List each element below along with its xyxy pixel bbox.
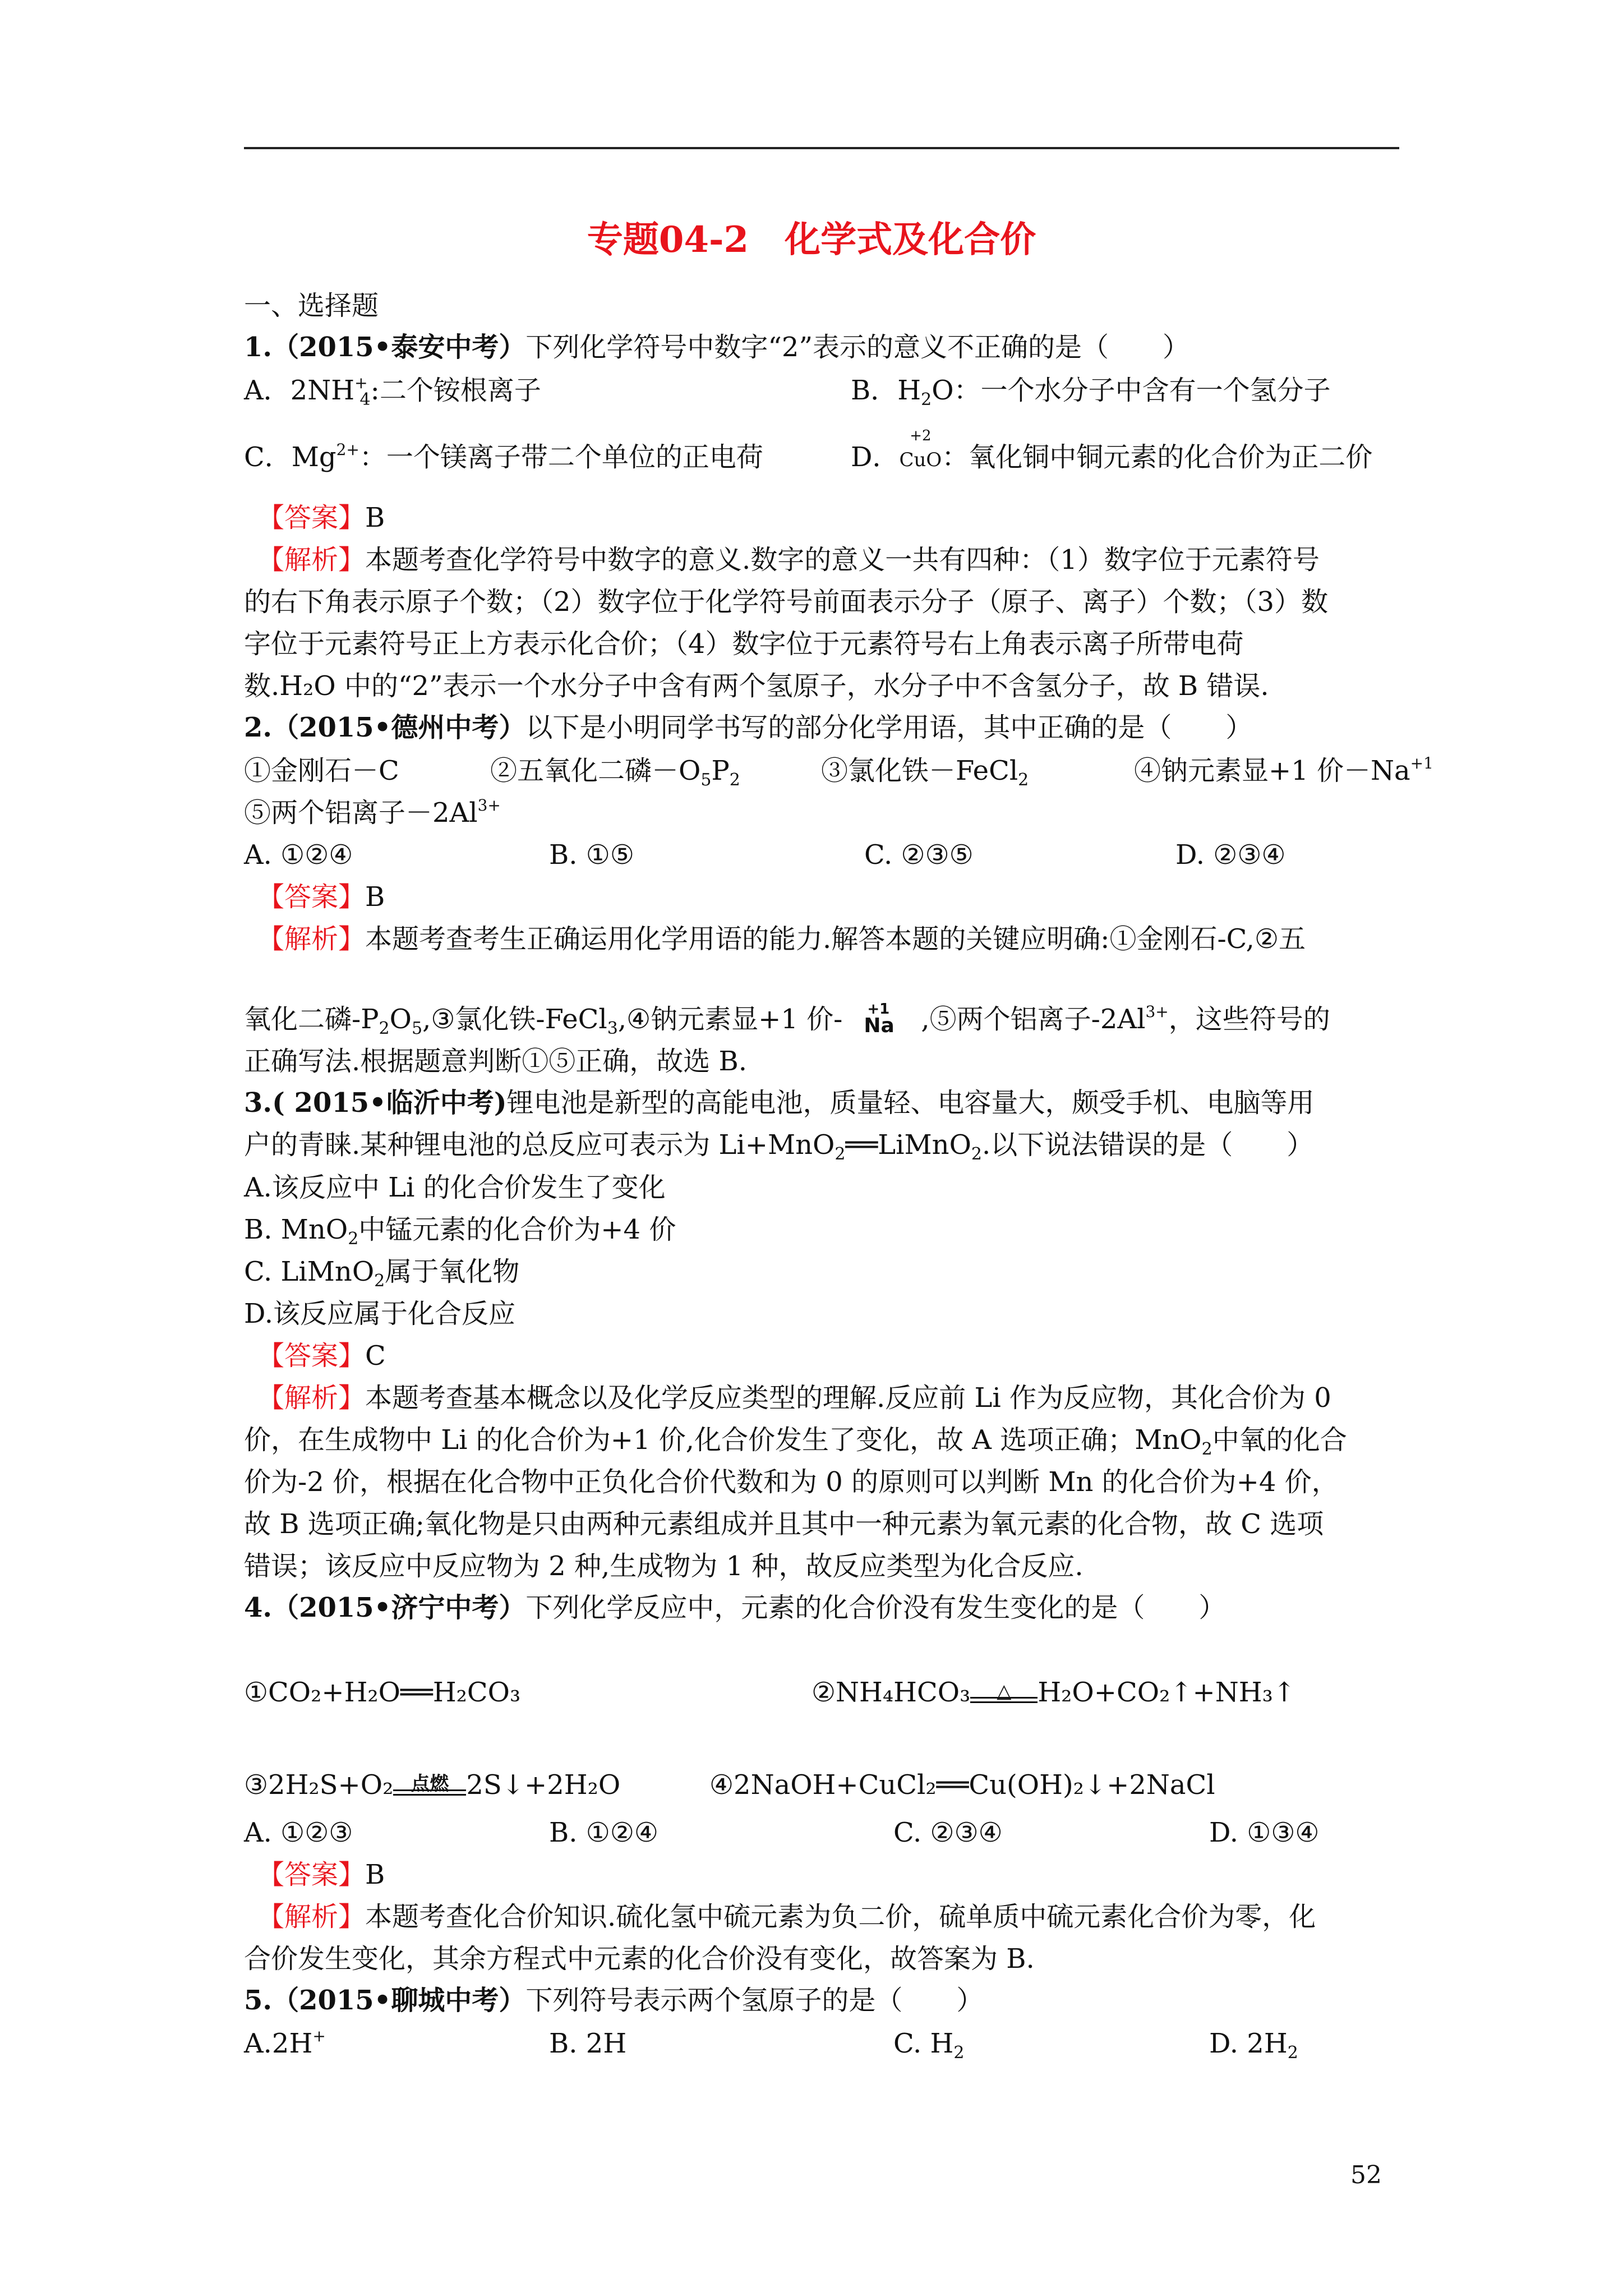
q1-analysis-line-4: 数.H₂O 中的“2”表示一个水分子中含有两个氢原子，水分子中不含氢分子，故 B 错误.	[244, 670, 1269, 702]
q3-analysis-line-5: 错误；该反应中反应物为 2 种,生成物为 1 种，故反应类型为化合反应.	[244, 1550, 1083, 1582]
page-title: 专题04-2 化学式及化合价	[587, 219, 1036, 261]
q2-item-3: ③氯化铁－FeCl$_2$	[821, 755, 1029, 790]
q2-item-4: ④钠元素显+1 价$-Na^{+1}$	[1134, 754, 1433, 786]
q2-answer: 【答案】B	[257, 881, 385, 913]
q2-analysis-line-2: 氧化二磷$-P_2O_5,③$氯化铁-FeCl$_3$,④钠元素显+1 价- +1 Na ,⑤两个铝离子$-2Al^{3+}$，这些符号的	[244, 1000, 1330, 1038]
q5-stem: 5.（2015•聊城中考）下列符号表示两个氢原子的是（ ）	[244, 1985, 984, 2016]
q2-option-a: A. ①②④	[244, 839, 353, 871]
q3-analysis-line-1: 【解析】本题考查基本概念以及化学反应类型的理解.反应前 Li 作为反应物，其化合价为 0	[257, 1382, 1331, 1414]
q3-stem-line-1: 3.( 2015•临沂中考)锂电池是新型的高能电池，质量轻、电容量大，颇受手机、电脑等用	[244, 1087, 1315, 1119]
q5-option-b: B. 2H	[549, 2028, 627, 2059]
q3-analysis-line-3: 价为-2 价，根据在化合物中正负化合价代数和为 0 的原则可以判断 Mn 的化合价为+4 价，	[244, 1466, 1339, 1498]
q4-reaction-3: ③2H₂S+O₂ 点燃 2S↓+2H₂O	[244, 1769, 621, 1801]
q2-analysis-line-1: 【解析】本题考查考生正确运用化学用语的能力.解答本题的关键应明确:①金刚石-C,②五	[257, 923, 1306, 955]
q4-option-a: A. ①②③	[244, 1817, 353, 1848]
header-rule	[244, 147, 1399, 149]
q2-item-2: ②五氧化二磷$-O_5P_2$	[490, 755, 740, 790]
q2-analysis-line-3: 正确写法.根据题意判断①⑤正确，故选 B.	[244, 1046, 748, 1077]
q2-option-c: C. ②③⑤	[864, 839, 974, 871]
q3-answer: 【答案】C	[257, 1340, 386, 1372]
q1-stem: 1.（2015•泰安中考）下列化学符号中数字“2”表示的意义不正确的是（ ）	[244, 332, 1190, 363]
q1-option-a: A．$2NH^+_4$:二个铵根离子	[244, 374, 541, 409]
q5-option-d: D. $2H_2$	[1209, 2028, 1298, 2063]
q5-option-c: C. $H_2$	[893, 2028, 965, 2063]
page-number: 52	[1350, 2161, 1382, 2189]
q4-option-d: D. ①③④	[1209, 1817, 1320, 1848]
q2-item-1: ①金刚石－C	[244, 755, 399, 786]
q4-option-c: C. ②③④	[893, 1817, 1003, 1848]
q5-option-a: A.2H+	[244, 2027, 326, 2059]
q3-option-b: B. MnO$_2$中锰元素的化合价为+4 价	[244, 1214, 676, 1249]
q1-analysis-line-2: 的右下角表示原子个数；（2）数字位于化学符号前面表示分子（原子、离子）个数；（3）数	[244, 586, 1329, 618]
q4-analysis-line-2: 合价发生变化，其余方程式中元素的化合价没有变化，故答案为 B.	[244, 1943, 1035, 1975]
q4-reaction-2: ②NH₄HCO₃ △ H₂O+CO₂↑+NH₃↑	[811, 1677, 1296, 1708]
q3-option-d: D.该反应属于化合反应	[244, 1298, 516, 1329]
q2-item-5: ⑤两个铝离子$-2Al^{3+}$	[244, 796, 501, 829]
q3-option-a: A.该反应中 Li 的化合价发生了变化	[244, 1172, 666, 1203]
q4-reaction-1: ①CO₂+H₂O══H₂CO₃	[244, 1677, 521, 1708]
q4-stem: 4.（2015•济宁中考）下列化学反应中，元素的化合价没有发生变化的是（ ）	[244, 1592, 1226, 1623]
q3-analysis-line-4: 故 B 选项正确;氧化物是只由两种元素组成并且其中一种元素为氧元素的化合物，故 C 选项	[244, 1508, 1324, 1540]
q1-option-b: B．$H_2O$：一个水分子中含有一个氢分子	[851, 375, 1331, 409]
q1-answer: 【答案】B	[257, 502, 385, 533]
q4-analysis-line-1: 【解析】本题考查化合价知识.硫化氢中硫元素为负二价，硫单质中硫元素化合价为零，化	[257, 1901, 1316, 1932]
q1-analysis-line-1: 【解析】本题考查化学符号中数字的意义.数字的意义一共有四种：（1）数字位于元素符号	[257, 544, 1320, 576]
q3-stem-line-2: 户的青睐.某种锂电池的总反应可表示为 Li+MnO$_2$══LiMnO$_2$.以下说法错误的是（ ）	[244, 1129, 1314, 1164]
q2-stem: 2.（2015•德州中考）以下是小明同学书写的部分化学用语，其中正确的是（ ）	[244, 712, 1253, 743]
sodium-valence-image: +1 Na	[864, 1000, 895, 1037]
q2-option-d: D. ②③④	[1175, 839, 1286, 871]
q4-answer: 【答案】B	[257, 1859, 385, 1890]
q3-option-c: C. LiMnO$_2$属于氧化物	[244, 1256, 520, 1291]
q4-reaction-4: ④2NaOH+CuCl₂══Cu(OH)₂↓+2NaCl	[709, 1769, 1215, 1801]
q2-option-b: B. ①⑤	[549, 839, 634, 871]
q1-option-d: D． +2 CuO：氧化铜中铜元素的化合价为正二价	[851, 427, 1373, 473]
q4-option-b: B. ①②④	[549, 1817, 658, 1848]
q3-analysis-line-2: 价，在生成物中 Li 的化合价为+1 价,化合价发生了变化，故 A 选项正确；MnO$_2$中氧的化合	[244, 1424, 1347, 1459]
section-heading: 一、选择题	[244, 290, 379, 321]
q1-option-c: C．$Mg^{2+}$：一个镁离子带二个单位的正电荷	[244, 440, 763, 473]
q1-analysis-line-3: 字位于元素符号正上方表示化合价；（4）数字位于元素符号右上角表示离子所带电荷	[244, 628, 1244, 660]
